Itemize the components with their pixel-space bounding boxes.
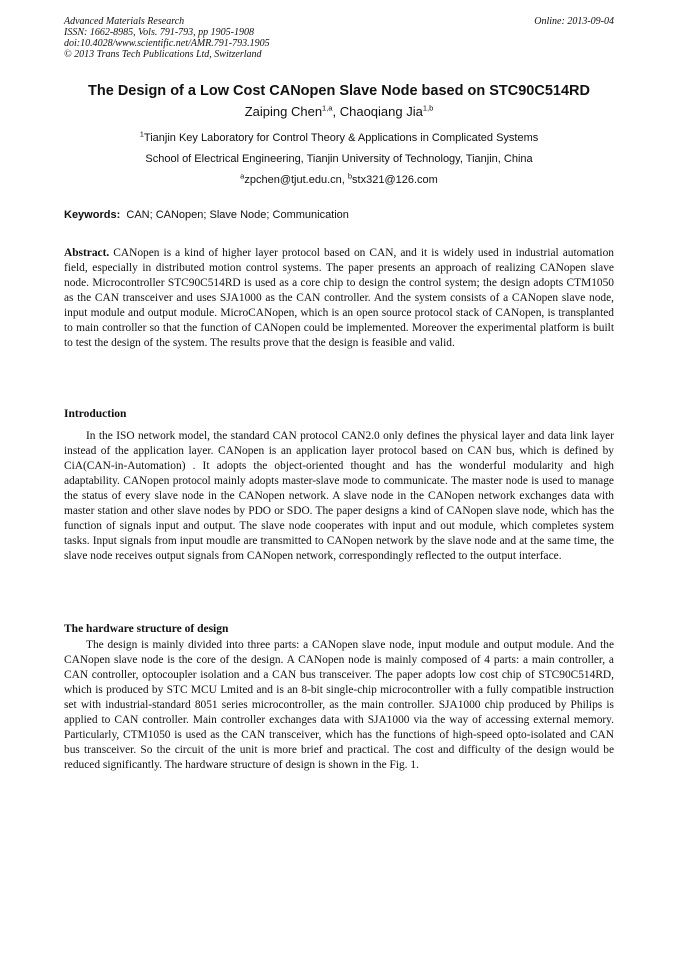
author-separator: ,: [332, 104, 340, 119]
email-separator: ,: [341, 174, 348, 186]
affiliation-line: [30, 131, 648, 146]
author-line: [30, 103, 648, 121]
affiliation-text: Tianjin Key Laboratory for Control Theory & Applications in Complicated Systems: [143, 132, 539, 144]
author-affil-sup: 1,a: [322, 103, 333, 113]
author-name: Zaiping Chen: [244, 104, 323, 119]
keywords: [64, 208, 349, 223]
email-address: stx321@126.com: [352, 174, 438, 186]
affiliation-line: School of Electrical Engineering, Tianjin University of Technology, Tianjin, China: [145, 153, 533, 165]
hardware-body: The design is mainly divided into three parts: a CANopen slave node, input module and output module. And the CANopen slave node is the core of the design. A CANopen node is mainly composed of 4 parts: a main controller, a CAN controller, optocoupler isolation and a CAN bus transceiver. The paper adopts low cost chip of STC90C514RD, which is produced by STC MCU Lmited and is an 8-bit single-chip microcontroller with a fully compatible instruction set with industrial-standard 8051 series microcontroller, as the main controller. SJA1000 chip produced by Philips is applied to CAN controller. Main controller exchanges data with SJA1000 via the way of accessing external memory. Particularly, CTM1050 is used as the CAN transceiver, which has the functions of high-speed opto-isolated and CAN bus transceiver. So the circuit of the unit is more brief and practical. The cost and difficulty of the design would be reduced significantly. The hardware structure of design is shown in the Fig. 1.: [64, 639, 614, 771]
abstract-text: CANopen is a kind of higher layer protocol based on CAN, and it is widely used in industrial automation field, especially in distributed motion control systems. The paper presents an approach of realizing CANopen slave node. Microcontroller STC90C514RD is used as a core chip to design the control system; the design adopts CTM1050 as the CAN transceiver and uses SJA1000 as the CAN controller. And the system consists of a CANopen slave node, input module and output module. MicroCANopen, which is an open source protocol stack of CANopen, is transplanted to main controller so that the function of CANopen could be implemented. Moreover the experimental platform is built to test the design of the system. The results prove that the design is feasible and valid.: [64, 247, 614, 349]
keywords-text: CAN; CANopen; Slave Node; Communication: [126, 209, 349, 221]
author-affil-sup: 1,b: [422, 103, 434, 113]
copyright-line: © 2013 Trans Tech Publications Ltd, Switzerland: [64, 49, 262, 60]
section-heading-hardware: The hardware structure of design: [64, 623, 229, 635]
paper-title: The Design of a Low Cost CANopen Slave Node based on STC90C514RD: [88, 83, 590, 99]
section-heading-introduction: Introduction: [64, 408, 127, 420]
keywords-label: Keywords:: [64, 209, 121, 221]
email-address: zpchen@tjut.edu.cn: [244, 174, 342, 186]
affiliation-sup: 1: [139, 129, 144, 139]
abstract: [64, 246, 614, 351]
email-sup: a: [240, 171, 245, 181]
abstract-label: Abstract.: [64, 247, 110, 259]
journal-header: [64, 16, 270, 60]
author-name: Chaoqiang Jia: [339, 104, 423, 119]
doi-line: doi:10.4028/www.scientific.net/AMR.791-793.1905: [64, 38, 270, 49]
issn-line: ISSN: 1662-8985, Vols. 791-793, pp 1905-1908: [64, 27, 254, 38]
introduction-body: In the ISO network model, the standard CAN protocol CAN2.0 only defines the physical layer and data link layer instead of the application layer. CANopen is an application layer protocol based on CAN bus, which is defined by CiA(CAN-in-Automation) . It adopts the object-oriented thought and has the wonderful modularity and high adaptability. CANopen protocol mainly adopts master-slave mode to communicate. The master node is used to manage the status of every slave node in the CANopen network. A slave node in the CANopen network exchanges data with master station and other slave nodes by PDO or SDO. The paper designs a kind of CANopen slave node, which has the function of signals input and output. The slave node cooperates with input and out module, which completes system tasks. Input signals from input moudle are transmitted to CANopen network by the slave node and at the same time, the slave node receives output signals from CANopen network, correspondingly reflected to the output interface.: [64, 430, 614, 562]
journal-name: Advanced Materials Research: [64, 16, 185, 27]
email-line: [30, 173, 648, 188]
email-sup: b: [347, 171, 353, 181]
online-date: Online: 2013-09-04: [534, 16, 614, 27]
